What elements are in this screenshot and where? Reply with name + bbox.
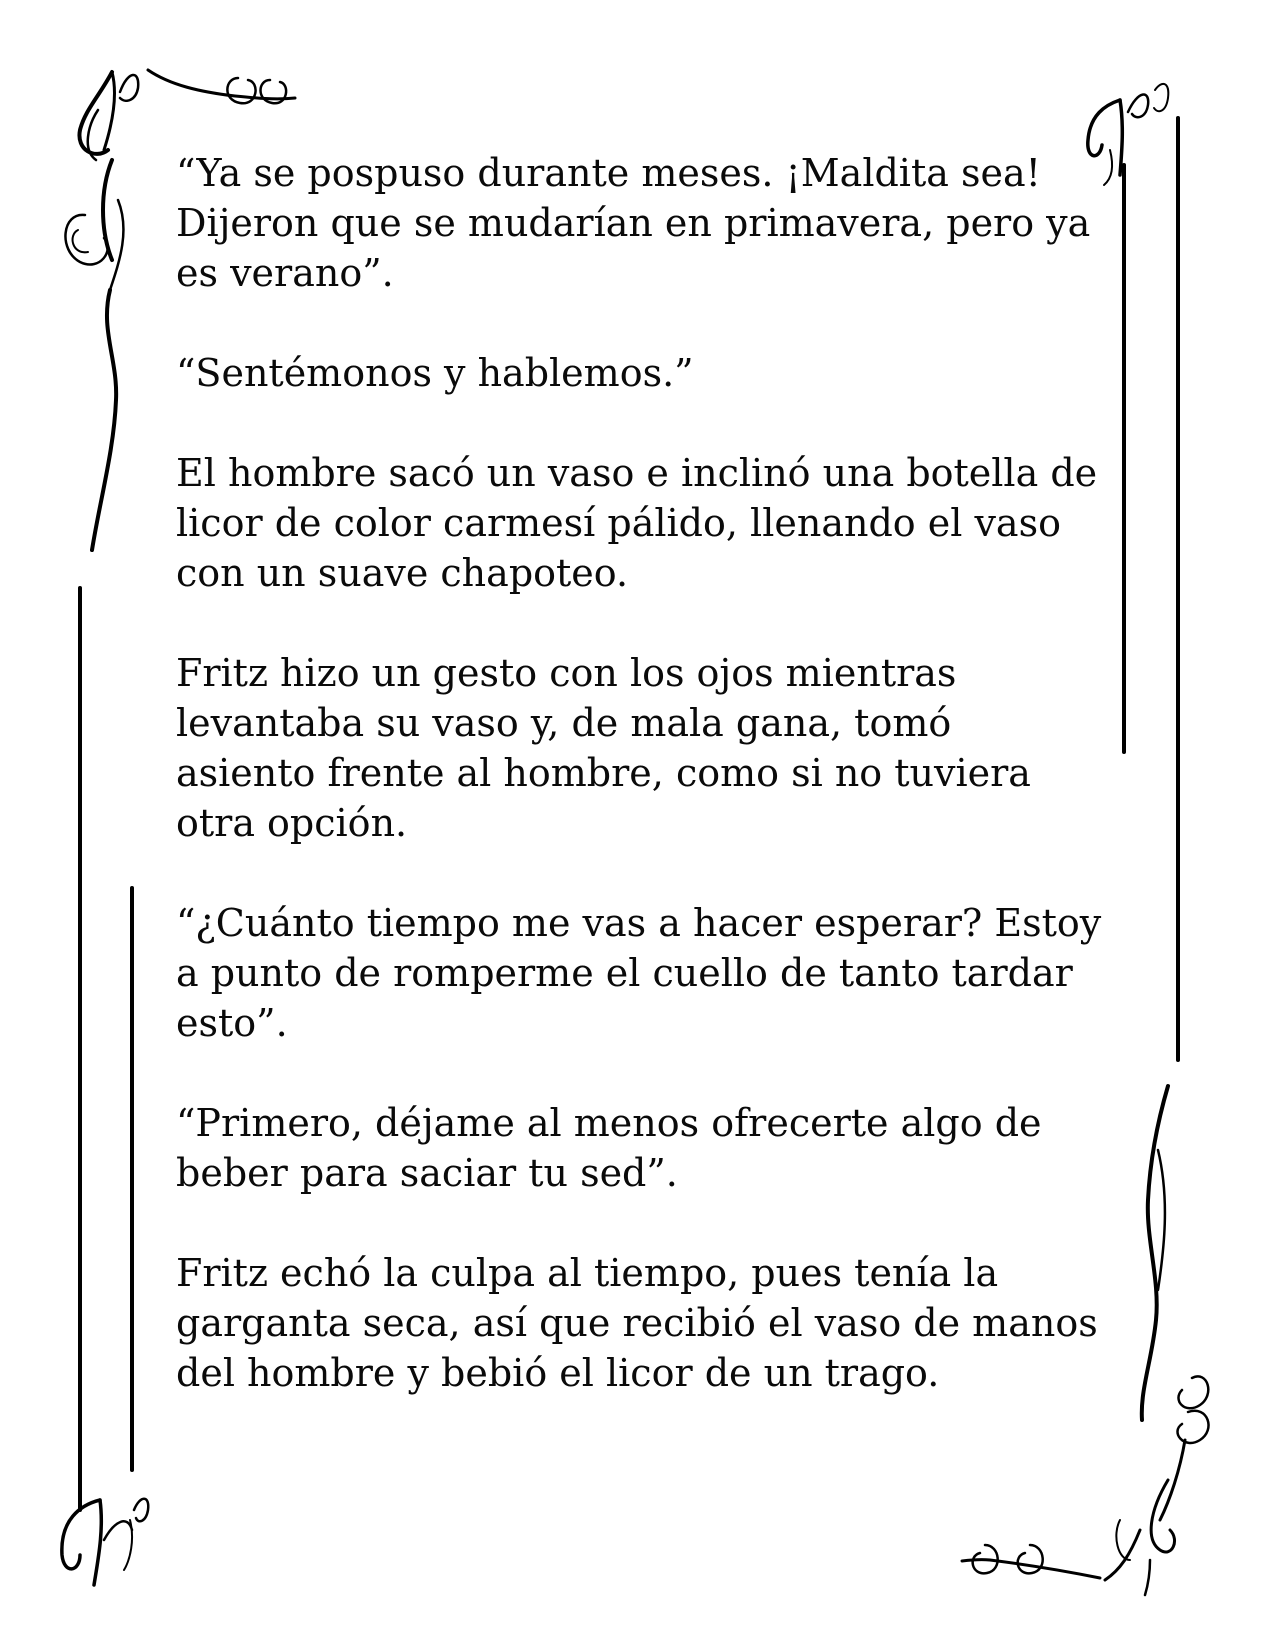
- bottom-left-flourish-icon: [62, 1499, 148, 1585]
- paragraph: Fritz echó la culpa al tiempo, pues tenía la garganta seca, así que recibió el vaso de manos del hombre y bebió el licor de un trago.: [176, 1251, 1098, 1395]
- paragraph: Fritz hizo un gesto con los ojos mientras levantaba su vaso y, de mala gana, tomó asiento frente al hombre, como si no tuviera otra opción.: [176, 651, 1031, 845]
- paragraph: “Primero, déjame al menos ofrecerte algo de beber para saciar tu sed”.: [176, 1101, 1042, 1195]
- paragraph: El hombre sacó un vaso e inclinó una botella de licor de color carmesí pálido, llenando el vaso con un suave chapoteo.: [176, 451, 1098, 595]
- story-text: [176, 148, 1106, 1448]
- paragraph: “Sentémonos y hablemos.”: [176, 351, 694, 395]
- paragraph: “¿Cuánto tiempo me vas a hacer esperar? Estoy a punto de romperme el cuello de tanto tardar esto”.: [176, 901, 1102, 1045]
- paragraph: “Ya se pospuso durante meses. ¡Maldita sea! Dijeron que se mudarían en primavera, pero ya es verano”.: [176, 151, 1091, 295]
